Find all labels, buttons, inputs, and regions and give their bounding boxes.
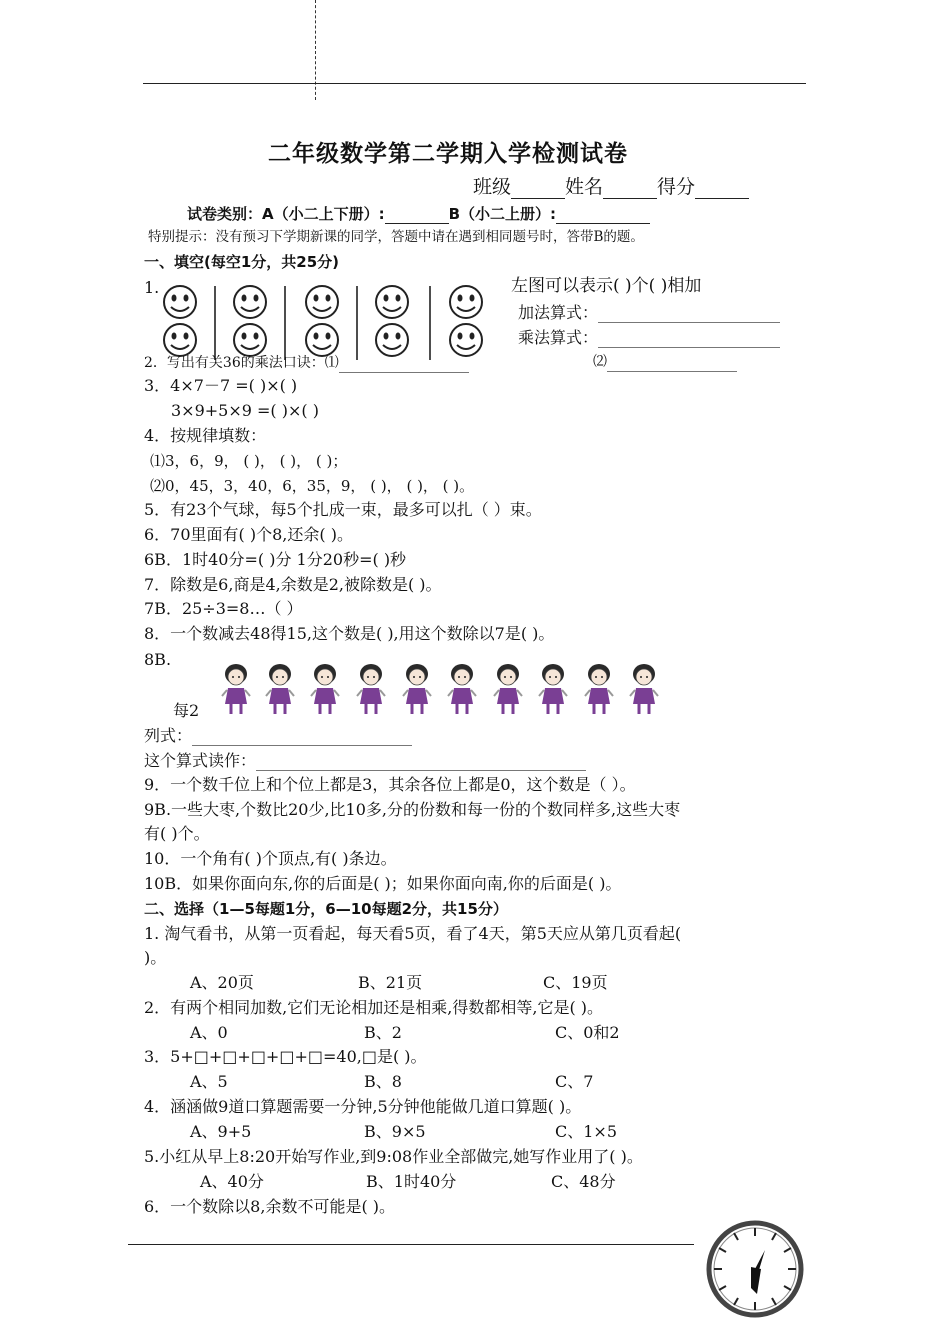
- paper-type-a-label: 试卷类别：A（小二上下册）:: [187, 205, 385, 223]
- q2b-line: [593, 352, 737, 372]
- s2-q2: 2．有两个相同加数,它们无论相加还是相乘,得数都相等,它是( )。: [144, 998, 604, 1017]
- s2-q4-option-b[interactable]: B、9×5: [364, 1122, 426, 1141]
- q1-add-field[interactable]: [598, 307, 780, 323]
- q1-number: 1.: [144, 278, 160, 297]
- score-field[interactable]: [695, 183, 749, 199]
- q1-mul-line: [518, 328, 780, 348]
- s2-q1-option-a[interactable]: A、20页: [190, 973, 254, 992]
- score-label: 得分: [657, 176, 696, 198]
- q1-text: 左图可以表示( )个( )相加: [511, 276, 702, 296]
- s2-q1-option-c[interactable]: C、19页: [543, 973, 608, 992]
- top-rule: [143, 83, 806, 84]
- s2-q2-option-c[interactable]: C、0和2: [555, 1023, 620, 1042]
- paper-type-line: [187, 204, 650, 224]
- s2-q3-option-b[interactable]: B、8: [364, 1072, 402, 1091]
- q9b-line2: 有( )个。: [144, 824, 210, 843]
- q2-field-2[interactable]: [607, 356, 737, 372]
- s2-q3: 3．5+□+□+□+□+□=40,□是( )。: [144, 1047, 427, 1066]
- q4a: ⑴3，6，9， ( )， ( )， ( )；: [150, 452, 348, 470]
- girls-figure: [214, 660, 666, 718]
- s2-q1-line1: 1. 淘气看书，从第一页看起，每天看5页，看了4天，第5天应从第几页看起(: [144, 924, 682, 943]
- student-info-line: [473, 175, 749, 199]
- special-notice: 特别提示：没有预习下学期新课的同学，答题中请在遇到相同题号时，答带B的题。: [148, 229, 644, 245]
- name-label: 姓名: [565, 176, 604, 198]
- s2-q2-option-a[interactable]: A、0: [190, 1023, 228, 1042]
- s2-q5: 5.小红从早上8:20开始写作业,到9:08作业全部做完,她写作业用了( )。: [144, 1147, 643, 1166]
- section1-heading: 一、填空(每空1分，共25分): [144, 253, 340, 271]
- q3b: 3×9+5×9 =( )×( ): [171, 401, 319, 420]
- q8b-read-label: 这个算式读作：: [144, 751, 257, 770]
- s2-q4: 4．涵涵做9道口算题需要一分钟,5分钟他能做几道口算题( )。: [144, 1097, 582, 1116]
- class-label: 班级: [473, 176, 512, 198]
- smiley-group-3: [306, 286, 338, 356]
- s2-q1-option-b[interactable]: B、21页: [358, 973, 423, 992]
- q2-line: [144, 352, 469, 373]
- q4b: ⑵0，45，3，40，6，35，9， ( )， ( )， ( )。: [150, 477, 475, 495]
- q8: 8．一个数减去48得15,这个数是( ),用这个数除以7是( )。: [144, 624, 555, 643]
- q2-text: 2．写出有关36的乘法口诀：⑴: [144, 355, 339, 371]
- q6: 6．70里面有( )个8,还余( )。: [144, 525, 353, 544]
- q8b-formula-label: 列式：: [144, 726, 193, 745]
- paper-type-a-field[interactable]: [385, 208, 449, 224]
- s2-q5-option-b[interactable]: B、1时40分: [366, 1172, 457, 1191]
- q10b: 10B．如果你面向东,你的后面是( )；如果你面向南,你的后面是( )。: [144, 874, 622, 893]
- q7b: 7B．25÷3=8…（ ）: [144, 599, 303, 618]
- name-field[interactable]: [603, 183, 657, 199]
- page-title: 二年级数学第二学期入学检测试卷: [268, 141, 628, 167]
- q2b-label: ⑵: [593, 354, 607, 370]
- s2-q5-option-a[interactable]: A、40分: [200, 1172, 264, 1191]
- paper-type-b-field[interactable]: [556, 208, 650, 224]
- q4: 4．按规律填数：: [144, 426, 267, 445]
- smiley-group-1: [164, 286, 196, 356]
- q8b: 8B.: [144, 650, 172, 669]
- s2-q6: 6．一个数除以8,余数不可能是( )。: [144, 1197, 396, 1216]
- smiley-group-5: [450, 286, 482, 356]
- q2-field-1[interactable]: [339, 357, 469, 373]
- s2-q3-option-c[interactable]: C、7: [555, 1072, 594, 1091]
- binding-dash-line: [315, 0, 316, 100]
- q9b-line1: 9B.一些大枣,个数比20少,比10多,分的份数和每一份的个数同样多,这些大枣: [144, 800, 681, 819]
- s2-q1-line2: )。: [144, 948, 167, 967]
- q7: 7．除数是6,商是4,余数是2,被除数是( )。: [144, 575, 442, 594]
- bottom-rule: [128, 1244, 694, 1245]
- smiley-group-4: [376, 286, 408, 356]
- q8b-each: 每2: [173, 701, 200, 720]
- q5: 5．有23个气球，每5个扎成一束，最多可以扎（ ）束。: [144, 500, 542, 519]
- q3a: 3．4×7－7 =( )×( ): [144, 376, 298, 395]
- q1-add-label: 加法算式：: [518, 303, 599, 322]
- q8b-read-field[interactable]: [256, 755, 586, 771]
- section2-heading: 二、选择（1—5每题1分，6—10每题2分，共15分）: [144, 900, 508, 918]
- s2-q4-option-a[interactable]: A、9+5: [190, 1122, 252, 1141]
- clock-icon: [699, 1212, 809, 1327]
- q1-mul-field[interactable]: [598, 332, 780, 348]
- s2-q4-option-c[interactable]: C、1×5: [555, 1122, 618, 1141]
- s2-q3-option-a[interactable]: A、5: [190, 1072, 228, 1091]
- q8b-formula-line: [144, 726, 412, 746]
- q9: 9．一个数千位上和个位上都是3，其余各位上都是0，这个数是（ ）。: [144, 775, 636, 794]
- q6b: 6B．1时40分=( )分 1分20秒=( )秒: [144, 550, 407, 569]
- q1-mul-label: 乘法算式：: [518, 328, 599, 347]
- q8b-read-line: [144, 751, 586, 771]
- q8b-formula-field[interactable]: [192, 730, 412, 746]
- class-field[interactable]: [511, 183, 565, 199]
- q1-add-line: [518, 303, 780, 323]
- q10: 10．一个角有( )个顶点,有( )条边。: [144, 849, 397, 868]
- s2-q2-option-b[interactable]: B、2: [364, 1023, 402, 1042]
- smiley-group-2: [234, 286, 266, 356]
- s2-q5-option-c[interactable]: C、48分: [551, 1172, 616, 1191]
- paper-type-b-label: B（小二上册）:: [448, 205, 557, 223]
